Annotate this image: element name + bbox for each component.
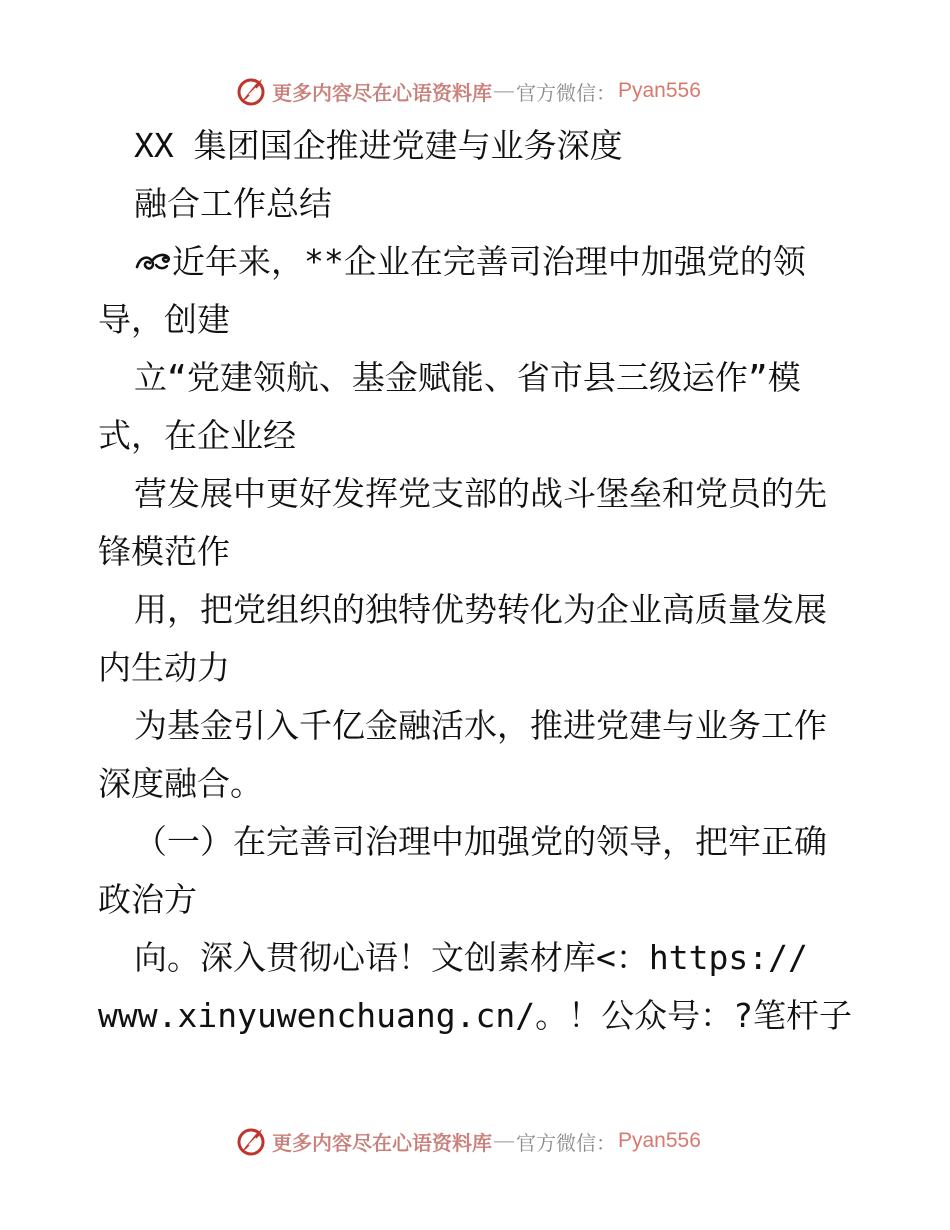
banner-dash: — [494, 79, 514, 102]
document-title-line-2: 融合工作总结 [134, 184, 332, 223]
paragraph-line: 营发展中更好发挥党支部的战斗堡垒和党员的先 [134, 474, 827, 513]
ornamental-tendril-icon [134, 247, 172, 277]
paragraph-line: 内生动力 [98, 648, 230, 687]
section-heading-line: （一）在完善司治理中加强党的领导，把牢正确 [134, 822, 827, 861]
quill-pen-logo-icon [236, 75, 268, 107]
banner-wechat-label: 官方微信： [516, 1130, 616, 1155]
url-line: www.xinyuwenchuang.cn/。！公众号：?笔杆子 [98, 996, 852, 1035]
banner-site-name: 更多内容尽在心语资料库 [272, 1130, 492, 1155]
banner-wechat-id: Pyan556 [618, 1129, 701, 1152]
paragraph-line: 为基金引入千亿金融活水，推进党建与业务工作 [134, 706, 827, 745]
paragraph-line [134, 234, 806, 290]
paragraph-line: 锋模范作 [98, 532, 230, 571]
document-title-line-1: XX 集团国企推进党建与业务深度 [134, 126, 623, 165]
banner-wechat-id: Pyan556 [618, 79, 701, 102]
paragraph-line: 导，创建 [98, 300, 230, 339]
paragraph-line: 立“党建领航、基金赋能、省市县三级运作”模 [134, 358, 801, 397]
section-heading-line: 政治方 [98, 880, 197, 919]
paragraph-line: 深度融合。 [98, 764, 263, 803]
paragraph-line: 向。深入贯彻心语！文创素材库<：https:// [134, 938, 808, 977]
paragraph-text: 近年来，**企业在完善司治理中加强党的领 [172, 242, 806, 281]
footer-banner [236, 1124, 701, 1158]
header-banner [236, 74, 701, 108]
banner-site-name: 更多内容尽在心语资料库 [272, 80, 492, 105]
paragraph-line: 式，在企业经 [98, 416, 296, 455]
banner-dash: — [494, 1129, 514, 1152]
quill-pen-logo-icon [236, 1125, 268, 1157]
paragraph-line: 用，把党组织的独特优势转化为企业高质量发展 [134, 590, 827, 629]
banner-wechat-label: 官方微信： [516, 80, 616, 105]
